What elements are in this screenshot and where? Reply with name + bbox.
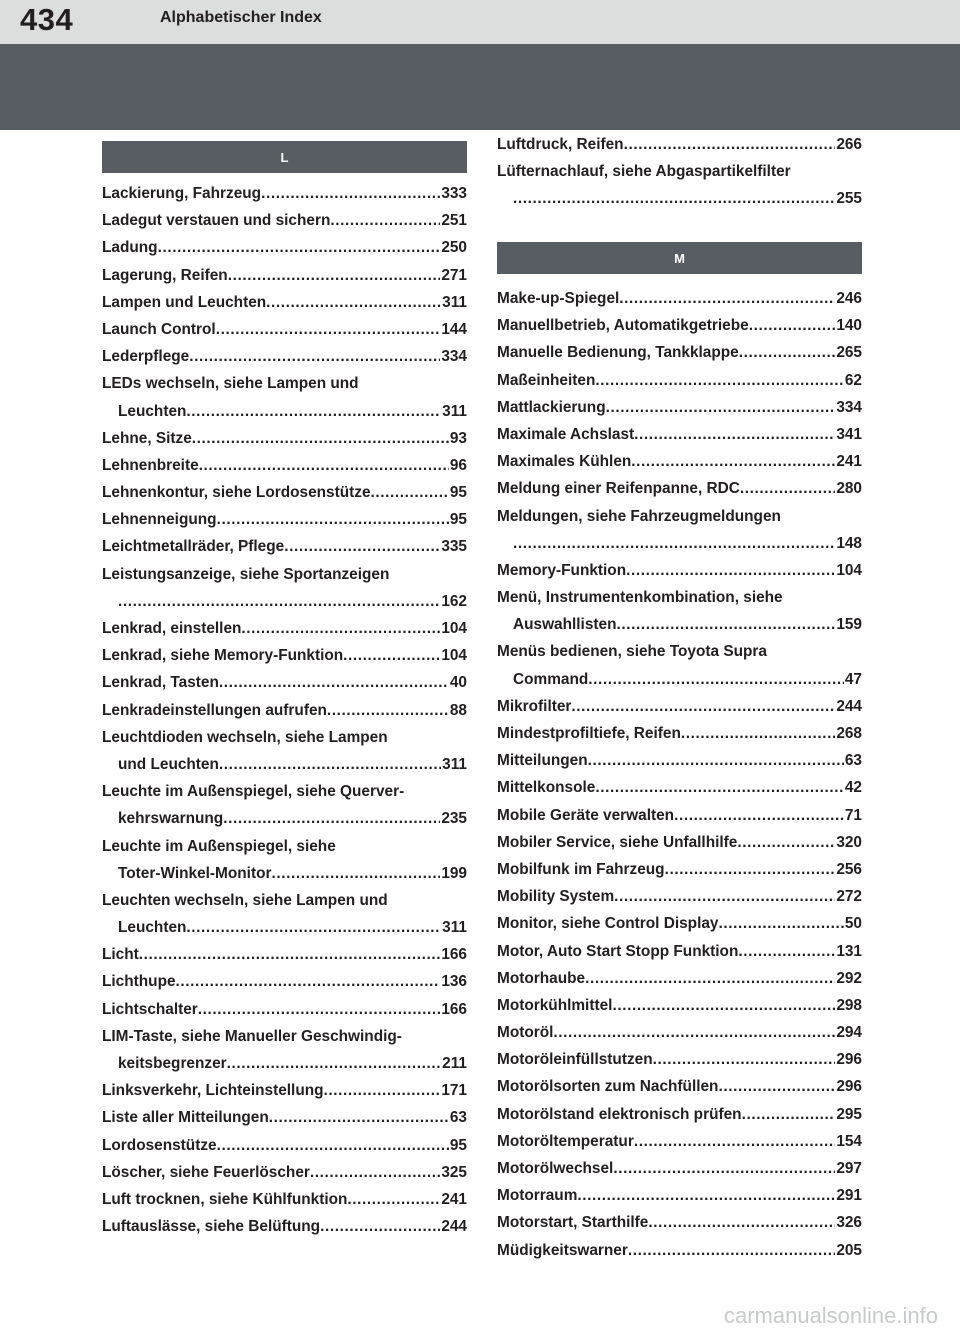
entry-text: Motorölsorten zum Nachfüllen [497,1078,719,1096]
entry-text: Motorstart, Starthilfe [497,1214,649,1232]
index-entry [497,747,862,774]
page-reference: 136 [441,973,467,991]
leader-dots [634,421,835,448]
page-reference: 292 [836,969,862,987]
leader-dots [653,1046,836,1073]
leader-dots [330,207,440,234]
page-reference: 140 [836,317,862,335]
entry-text: Motorkühlmittel [497,996,613,1014]
leader-dots [216,316,441,343]
page-reference: 295 [836,1105,862,1123]
leader-dots [186,914,441,941]
index-entry-heading: LEDs wechseln, siehe Lampen und [102,375,359,393]
entry-text: Manuelle Bedienung, Tankklappe [497,344,739,362]
entry-text: Toter-Winkel-Monitor [118,864,272,882]
entry-text: Launch Control [102,320,216,338]
leader-dots [588,666,844,693]
index-entry [102,1050,467,1077]
leader-dots [595,774,844,801]
index-entry [102,588,467,615]
page-reference: 335 [441,538,467,556]
index-entry [497,367,862,394]
index-entry [497,448,862,475]
entry-text: Luftauslässe, siehe Belüftung [102,1218,321,1236]
page-title: Alphabetischer Index [160,9,322,26]
index-entry [102,805,467,832]
entry-text: Motorölwechsel [497,1160,614,1177]
leader-dots [738,938,835,965]
page-reference: 63 [449,1109,467,1127]
index-entry [497,992,862,1019]
index-entry [102,615,467,642]
page-reference: 104 [441,620,467,637]
index-entry [102,207,467,234]
entry-text: Lenkradeinstellungen aufrufen [102,701,327,719]
index-entry [102,479,467,506]
leader-dots [198,996,441,1023]
index-entry [497,557,862,584]
index-entry [497,1073,862,1100]
page-reference: 50 [844,915,862,933]
page-reference: 131 [836,942,862,960]
index-entry [102,1186,467,1213]
entry-text: Meldung einer Reifenpanne, RDC [497,480,740,498]
leader-dots [139,941,441,968]
leader-dots [749,312,836,339]
page-reference: 63 [844,752,862,770]
index-entry [497,475,862,502]
leader-dots [616,611,835,638]
page-reference: 47 [844,670,862,688]
entry-text: Lampen und Leuchten [102,293,267,311]
leader-dots [614,883,835,910]
entry-text: Maßeinheiten [497,371,596,389]
entry-text: Mobilfunk im Fahrzeug [497,860,665,878]
index-entry [497,802,862,829]
page-reference: 95 [449,511,467,529]
entry-text: Lehnenbreite [102,456,199,474]
index-entry [497,883,862,910]
leader-dots [612,992,835,1019]
page-reference: 95 [449,484,467,502]
index-entry [497,1155,862,1182]
entry-text: Lederpflege [102,348,190,366]
page-reference: 154 [836,1132,862,1150]
entry-text: Leuchten [118,402,187,420]
page-header-bar [0,0,960,44]
page-reference: 256 [836,860,862,878]
index-entry [497,421,862,448]
entry-text: Motorölstand elektronisch prüfen [497,1105,742,1123]
entry-text: und Leuchten [118,755,219,773]
page-reference: 244 [441,1218,467,1236]
index-entry [497,1128,862,1155]
index-entry [497,394,862,421]
index-entry [102,343,467,370]
index-entry-heading: Meldungen, siehe Fahrzeugmeldungen [497,507,781,525]
index-entry-heading: LIM-Taste, siehe Manueller Geschwindig- [102,1027,402,1045]
leader-dots [553,1019,835,1046]
entry-text: Liste aller Mitteilungen [102,1109,269,1127]
header-banner [0,44,960,130]
index-entry [497,285,862,312]
index-entry [102,968,467,995]
index-entry [497,666,862,693]
page-reference: 241 [836,453,862,471]
leader-dots [176,968,441,995]
leader-dots [665,856,836,883]
page-reference: 235 [441,810,467,828]
index-entry [497,1182,862,1209]
index-entry [497,1209,862,1236]
page-reference: 104 [836,561,862,579]
leader-dots [648,1209,835,1236]
leader-dots [199,452,449,479]
page-reference: 159 [836,616,862,634]
index-entry [102,425,467,452]
index-entry [102,1159,467,1186]
entry-text: Manuellbetrieb, Automatikgetriebe [497,317,749,335]
index-entry-heading: Leuchten wechseln, siehe Lampen und [102,891,388,909]
index-entry [497,1019,862,1046]
entry-text: Motoröl [497,1024,554,1042]
page-reference: 144 [441,320,467,338]
index-entry [497,938,862,965]
leader-dots [626,557,835,584]
entry-text: Lehnenkontur, siehe Lordosenstütze [102,484,371,502]
entry-text: Leichtmetallräder, Pflege [102,538,285,556]
entry-list-m [497,285,862,1264]
page-reference: 291 [836,1187,862,1205]
page-reference: 320 [836,833,862,851]
page-reference: 166 [441,946,467,964]
page-reference: 255 [836,190,862,208]
section-letter: L [280,149,289,165]
index-entry-heading: Leuchte im Außenspiegel, siehe [102,837,336,855]
index-entry [497,1046,862,1073]
leader-dots [588,747,844,774]
leader-dots [186,398,441,425]
page-reference: 296 [836,1051,862,1069]
index-entry-heading: Leuchte im Außenspiegel, siehe Querver- [102,783,405,801]
index-entry [102,642,467,669]
leader-dots [217,1132,449,1159]
leader-dots [219,669,449,696]
page-reference: 62 [844,371,862,389]
page-reference: 266 [836,136,862,153]
entry-text: Lehne, Sitze [102,429,192,447]
entry-text: Monitor, siehe Control Display [497,915,719,933]
section-letter: M [674,250,685,266]
index-entry [497,856,862,883]
index-entry [102,860,467,887]
page-reference: 297 [836,1160,862,1177]
leader-dots [513,185,835,212]
leader-dots [284,533,440,560]
leader-dots [718,910,843,937]
entry-text: Ladung [102,239,158,257]
index-entry [102,180,467,207]
page-reference: 311 [442,919,467,937]
leader-dots [158,234,441,261]
leader-dots [595,367,844,394]
index-entry [497,131,862,158]
entry-text: Mobility System [497,888,615,906]
index-entry-heading: Menü, Instrumentenkombination, siehe [497,589,783,607]
entry-text: Lagerung, Reifen [102,266,228,284]
leader-dots [327,697,449,724]
index-entry-heading: Menüs bedienen, siehe Toyota Supra [497,643,767,661]
page-reference: 272 [836,888,862,906]
leader-dots [217,506,449,533]
leader-dots [118,588,440,615]
index-entry [497,185,862,212]
page-reference: 326 [836,1214,862,1232]
leader-dots [513,530,835,557]
index-entry [497,774,862,801]
entry-text: Motoröltemperatur [497,1132,634,1150]
index-entry [102,669,467,696]
entry-text: Mobile Geräte verwalten [497,806,675,824]
entry-text: Lichtschalter [102,1000,198,1018]
page-reference: 251 [441,212,467,230]
leader-dots [674,802,844,829]
entry-text: kehrswarnung [118,810,224,828]
index-entry [497,1237,862,1264]
leader-dots [571,693,835,720]
leader-dots [613,1155,835,1182]
entry-text: Müdigkeitswarner [497,1241,628,1259]
leader-dots [228,262,441,289]
entry-text: Mattlackierung [497,398,606,416]
page-reference: 171 [441,1082,467,1100]
page-number: 434 [20,2,74,37]
entry-text: Motorhaube [497,969,586,987]
page-reference: 334 [836,398,862,416]
entry-text: Command [513,670,589,688]
entry-text: Mitteilungen [497,752,588,770]
page-reference: 280 [836,480,862,498]
leader-dots [739,339,836,366]
entry-text: Auswahllisten [513,616,617,634]
index-entry [102,941,467,968]
page-reference: 311 [442,402,467,420]
entry-text: Motor, Auto Start Stopp Funktion [497,942,739,960]
page-reference: 265 [836,344,862,362]
section-header-m [497,242,862,274]
entry-text: Motorraum [497,1187,578,1205]
leader-dots [628,1237,835,1264]
index-entry [497,965,862,992]
leader-dots [343,642,440,669]
leader-dots [681,720,835,747]
index-entry [102,533,467,560]
index-entry [497,720,862,747]
index-entry [497,910,862,937]
entry-text: Lordosenstütze [102,1136,217,1154]
leader-dots [241,615,440,642]
entry-text: Mittelkonsole [497,779,596,797]
page-reference: 294 [836,1024,862,1042]
watermark: carmanualsonline.info [723,1303,938,1328]
index-entry [102,1132,467,1159]
index-entry [102,452,467,479]
page-reference: 268 [836,725,862,742]
leader-dots [740,475,835,502]
entry-list-l [102,180,467,1240]
entry-text: Luft trocknen, siehe Kühlfunktion [102,1190,348,1208]
leader-dots [718,1073,835,1100]
page-reference: 96 [449,456,467,474]
entry-text: Licht [102,946,139,964]
index-entry [102,914,467,941]
leader-dots [577,1182,835,1209]
page-reference: 271 [441,266,467,284]
page-reference: 341 [836,425,862,443]
index-entry [497,339,862,366]
entry-text: Memory-Funktion [497,561,627,579]
entry-text: Lichthupe [102,973,176,991]
entry-text: keitsbegrenzer [118,1055,227,1072]
entry-text: Lehnenneigung [102,511,217,529]
page-reference: 246 [836,290,862,307]
index-entry [497,829,862,856]
index-entry [102,234,467,261]
leader-dots [347,1186,440,1213]
leader-dots [320,1213,440,1240]
index-entry [102,506,467,533]
leader-dots [371,479,449,506]
page-reference: 148 [836,534,862,552]
index-entry-heading: Leistungsanzeige, siehe Sportanzeigen [102,565,390,583]
index-entry [497,530,862,557]
page-reference: 71 [844,806,862,824]
entry-text: Maximales Kühlen [497,453,632,471]
leader-dots [324,1077,441,1104]
page-reference: 42 [844,779,862,797]
page-reference: 88 [449,701,467,719]
index-entry [102,1213,467,1240]
leader-dots [737,829,835,856]
page-reference: 104 [441,647,467,665]
entry-text: Linksverkehr, Lichteinstellung [102,1082,324,1100]
page-reference: 334 [441,348,467,366]
index-entry [102,398,467,425]
leader-dots [585,965,835,992]
entry-text: Maximale Achslast [497,425,635,443]
leader-dots [631,448,835,475]
entry-list-l-continued [497,131,862,213]
entry-text: Löscher, siehe Feuerlöscher [102,1163,310,1181]
index-entry [497,312,862,339]
page-reference: 211 [442,1055,467,1072]
leader-dots [269,1104,449,1131]
leader-dots [219,751,441,778]
entry-text: Mobiler Service, siehe Unfallhilfe [497,833,738,851]
leader-dots [310,1159,440,1186]
page-reference: 241 [441,1190,467,1208]
page-reference: 250 [441,239,467,257]
index-entry [102,316,467,343]
page-reference: 166 [441,1000,467,1018]
page-reference: 95 [449,1136,467,1154]
page-reference: 311 [442,755,467,773]
index-entry [102,751,467,778]
page-reference: 93 [449,429,467,447]
entry-text: Lackierung, Fahrzeug [102,185,262,202]
leader-dots [606,394,836,421]
page-reference: 244 [836,697,862,715]
page-reference: 311 [442,293,467,311]
page-reference: 199 [441,864,467,882]
leader-dots [261,180,440,207]
page-reference: 205 [836,1241,862,1259]
page-reference: 162 [441,592,467,610]
index-entry [102,1104,467,1131]
entry-text: Motoröleinfüllstutzen [497,1051,653,1069]
entry-text: Mindestprofiltiefe, Reifen [497,725,681,742]
index-entry [497,1101,862,1128]
leader-dots [624,131,836,158]
page-reference: 325 [441,1163,467,1181]
leader-dots [619,285,835,312]
leader-dots [742,1101,836,1128]
leader-dots [189,343,440,370]
entry-text: Lenkrad, einstellen [102,620,242,637]
index-entry [102,1077,467,1104]
page-reference: 333 [441,185,467,202]
index-entry [102,697,467,724]
entry-text: Ladegut verstauen und sichern [102,212,331,230]
entry-text: Luftdruck, Reifen [497,136,624,153]
leader-dots [223,805,440,832]
entry-text: Leuchten [118,919,187,937]
section-header-l [102,141,467,173]
index-entry [102,262,467,289]
leader-dots [634,1128,836,1155]
entry-text: Lenkrad, Tasten [102,674,219,692]
index-entry [497,611,862,638]
page-reference: 298 [836,996,862,1014]
index-entry-heading: Leuchtdioden wechseln, siehe Lampen [102,728,388,746]
page-reference: 296 [836,1078,862,1096]
leader-dots [266,289,441,316]
page-reference: 40 [449,674,467,692]
index-entry [102,996,467,1023]
index-entry [497,693,862,720]
leader-dots [271,860,440,887]
leader-dots [192,425,449,452]
index-entry-heading: Lüfternachlauf, siehe Abgaspartikelfilter [497,163,791,181]
entry-text: Make-up-Spiegel [497,290,620,307]
entry-text: Mikrofilter [497,697,572,715]
index-entry [102,289,467,316]
leader-dots [227,1050,442,1077]
entry-text: Lenkrad, siehe Memory-Funktion [102,647,344,665]
